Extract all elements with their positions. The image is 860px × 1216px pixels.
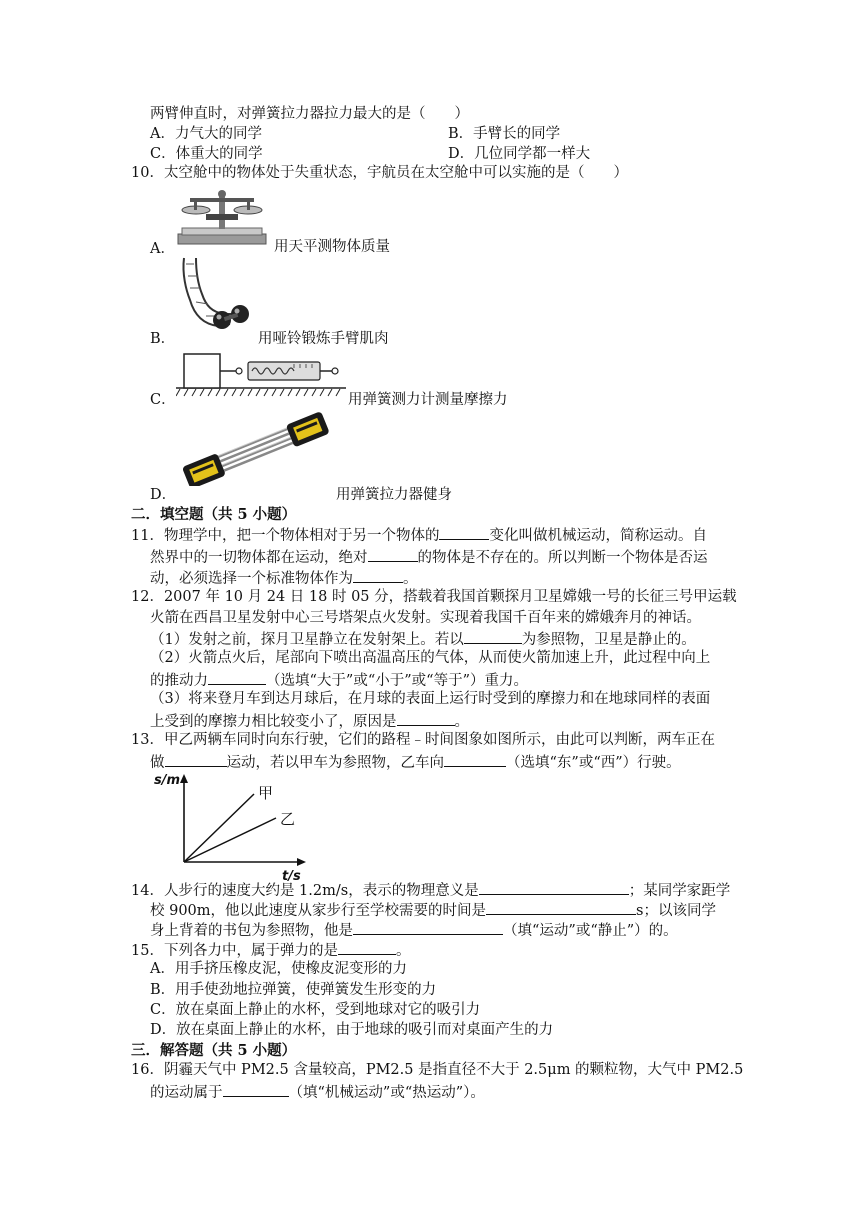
q11-blank-3[interactable] [353, 568, 403, 583]
q13-blank-1[interactable] [165, 752, 227, 767]
q9-option-d: D．几位同学都一样大 [448, 146, 591, 162]
graph-y-axis-arrow [180, 774, 188, 783]
q12-blank-1[interactable] [464, 629, 522, 644]
q12-part-1: （1）发射之前，探月卫星静立在发射架上。若以 为参照物，卫星是静止的。 [150, 629, 696, 650]
q14-blank-1[interactable] [479, 880, 629, 895]
q13-line-2: 做 运动，若以甲车为参照物，乙车向 （选填“东”或“西”）行驶。 [150, 752, 681, 773]
q15-stem: 15．下列各力中，属于弹力的是 。 [131, 940, 410, 961]
spring-scale-icon [176, 350, 346, 400]
q16-line-1: 16．阴霾天气中 PM2.5 含量较高，PM2.5 是指直径不大于 2.5μm 的颗粒物，大气中 PM2.5 [131, 1062, 744, 1078]
q13-line-1: 13．甲乙两辆车同时向东行驶，它们的路程﹣时间图象如图所示，由此可以判断，两车正在 [131, 732, 715, 748]
graph-x-axis-arrow [297, 858, 306, 866]
q11-line-3: 动，必须选择一个标准物体作为 。 [150, 568, 418, 589]
q15-option-a: A．用手挤压橡皮泥，使橡皮泥变形的力 [150, 961, 407, 977]
q14-line-2: 校 900m，他以此速度从家步行至学校需要的时间是 s；以该同学 [150, 900, 716, 921]
q14-line-1: 14．人步行的速度大约是 1.2m/s，表示的物理意义是 ；某同学家距学 [131, 880, 730, 901]
q10-stem: 10．太空舱中的物体处于失重状态，宇航员在太空舱中可以实施的是（ ） [131, 165, 628, 181]
q11-blank-2[interactable] [368, 547, 418, 562]
q10-option-c-text: 用弹簧测力计测量摩擦力 [348, 392, 508, 408]
chest-expander-icon [172, 410, 340, 486]
q15-blank[interactable] [338, 940, 396, 955]
q12-part-3-line-1: （3）将来登月车到达月球后，在月球的表面上运行时受到的摩擦力和在地球同样的表面 [150, 691, 711, 707]
graph-x-axis-label: t/s [282, 869, 301, 882]
q16-line-2: 的运动属于 （填“机械运动”或“热运动”）。 [150, 1082, 485, 1103]
q12-line-1: 12．2007 年 10 月 24 日 18 时 05 分，搭载着我国首颗探月卫星嫦娥一号的长征三号甲运载 [131, 589, 737, 605]
graph-line-yi [184, 818, 276, 862]
section-3-title: 三．解答题（共 5 小题） [131, 1042, 297, 1059]
q10-option-c-letter: C． [150, 392, 176, 408]
q12-blank-3[interactable] [397, 711, 455, 726]
graph-line-jia [184, 794, 254, 862]
q11-line-2: 然界中的一切物体都在运动，绝对 的物体是不存在的。所以判断一个物体是否运 [150, 547, 708, 568]
q13-distance-time-graph [150, 770, 315, 882]
q15-option-d: D．放在桌面上静止的水杯，由于地球的吸引而对桌面产生的力 [150, 1022, 554, 1038]
q14-line-3: 身上背着的书包为参照物，他是 （填“运动”或“静止”）的。 [150, 920, 678, 941]
q12-line-2: 火箭在西昌卫星发射中心三号塔架点火发射。实现着我国千百年来的嫦娥奔月的神话。 [150, 610, 701, 626]
balance-icon [176, 186, 268, 248]
q12-part-2-line-2: 的推动力 （选填“大于”或“小于”或“等于”）重力。 [150, 670, 528, 691]
q11-line-1: 11．物理学中，把一个物体相对于另一个物体的 变化叫做机械运动，简称运动。自 [131, 525, 707, 546]
q10-option-b-letter: B． [150, 331, 176, 347]
q12-part-2-line-1: （2）火箭点火后，尾部向下喷出高温高压的气体，从而使火箭加速上升，此过程中向上 [150, 650, 711, 666]
q11-blank-1[interactable] [439, 525, 489, 540]
q9-stem-tail: 两臂伸直时，对弹簧拉力器拉力最大的是（ ） [150, 106, 469, 122]
q10-option-a-text: 用天平测物体质量 [274, 239, 390, 255]
q10-option-b-text: 用哑铃锻炼手臂肌肉 [258, 331, 389, 347]
q10-option-d-text: 用弹簧拉力器健身 [336, 487, 452, 503]
graph-y-axis-label: s/m [154, 773, 181, 788]
q10-option-d-letter: D． [150, 487, 177, 503]
graph-line-jia-label: 甲 [258, 784, 274, 802]
q9-option-b: B．手臂长的同学 [448, 126, 561, 142]
section-2-title: 二．填空题（共 5 小题） [131, 506, 297, 523]
q10-option-a-letter: A． [150, 241, 175, 257]
dumbbell-arm-icon [178, 254, 258, 338]
q15-option-c: C．放在桌面上静止的水杯，受到地球对它的吸引力 [150, 1002, 481, 1018]
q13-blank-2[interactable] [444, 752, 506, 767]
q12-blank-2[interactable] [208, 670, 266, 685]
q9-option-a: A．力气大的同学 [150, 126, 262, 142]
q9-option-c: C．体重大的同学 [150, 146, 263, 162]
graph-line-yi-label: 乙 [280, 810, 296, 828]
q15-option-b: B．用手使劲地拉弹簧，使弹簧发生形变的力 [150, 982, 437, 998]
q16-blank[interactable] [223, 1082, 289, 1097]
q12-part-3-line-2: 上受到的摩擦力相比较变小了，原因是 。 [150, 711, 469, 732]
q14-blank-2[interactable] [486, 900, 636, 915]
q14-blank-3[interactable] [353, 920, 503, 935]
